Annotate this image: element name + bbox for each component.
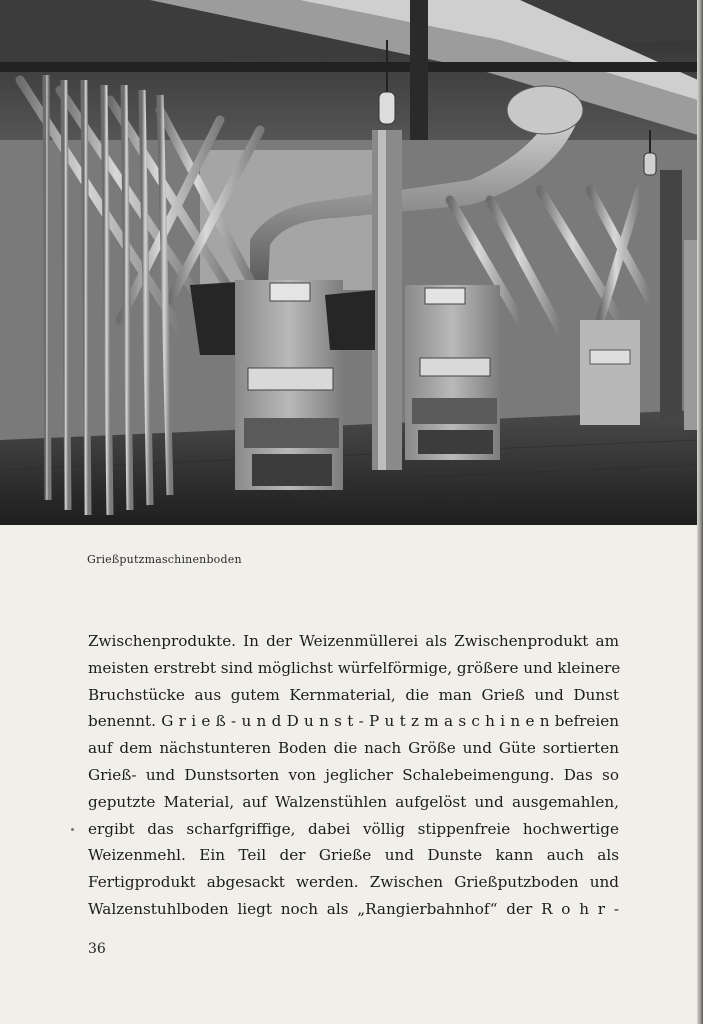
paragraph-line: geputzte Material, auf Walzenstühlen aufgelöst und ausgemahlen, — [88, 792, 619, 811]
paragraph-line: benennt. G r i e ß - u n d D u n s t - P u t z m a s c h i n e n befreien — [88, 712, 619, 731]
figure-caption: Grießputzmaschinenboden — [87, 553, 242, 566]
paragraph-line: ergibt das scharfgriffige, dabei völlig stippenfreie hochwertige — [88, 819, 619, 838]
paragraph-line: auf dem nächstunteren Boden die nach Größe und Güte sortierten — [88, 739, 619, 758]
body-paragraph — [88, 628, 619, 923]
page-edge-shadow — [697, 0, 703, 1024]
print-speck — [71, 828, 74, 831]
paragraph-line: Fertigprodukt abgesackt werden. Zwischen Grießputzboden und — [88, 873, 619, 892]
page-number: 36 — [88, 941, 106, 957]
paragraph-line: Grieß- und Dunstsorten von jeglicher Schalebeimengung. Das so — [88, 765, 619, 784]
paragraph-line: Bruchstücke aus gutem Kernmaterial, die man Grieß und Dunst — [88, 685, 619, 704]
paragraph-line: Weizenmehl. Ein Teil der Grieße und Dunste kann auch als — [88, 846, 619, 865]
paragraph-line: meisten erstrebt sind möglichst würfelförmige, größere und kleinere — [88, 658, 621, 677]
paragraph-line: Zwischenprodukte. In der Weizenmüllerei als Zwischenprodukt am — [88, 632, 619, 650]
paragraph-line: Walzenstuhlboden liegt noch als „Rangierbahnhof“ der R o h r - — [88, 899, 619, 918]
